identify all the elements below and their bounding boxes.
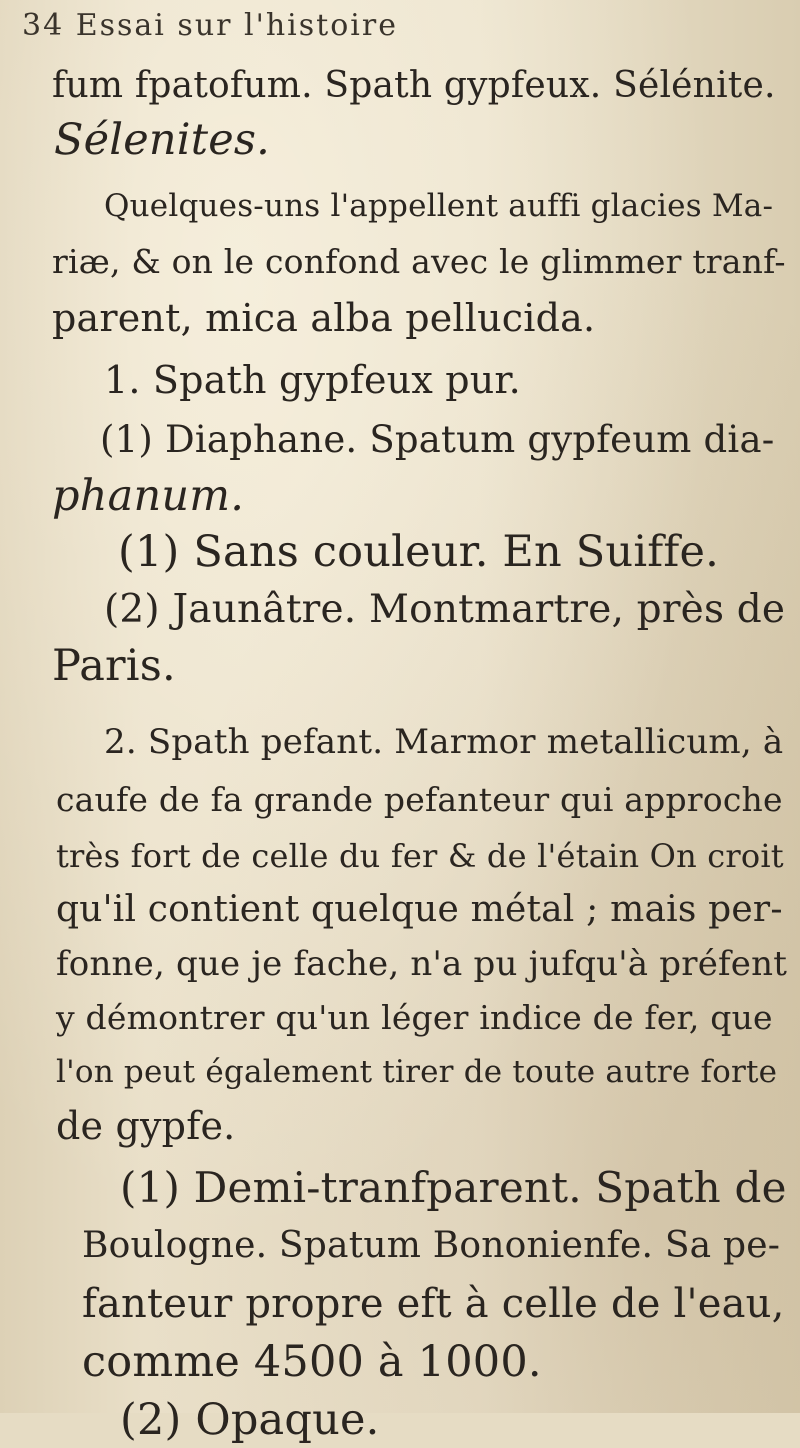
text-line: (1) Sans couleur. En Suiffe. (118, 527, 720, 577)
text-line: de gypfe. (56, 1104, 236, 1148)
text-line: y démontrer qu'un léger indice de fer, que (56, 998, 773, 1037)
text-line: (1) Diaphane. Spatum gypfeum dia- (100, 418, 775, 461)
text-line: 1. Spath gypfeux pur. (104, 358, 521, 402)
text-line: 2. Spath pefant. Marmor metallicum, à (104, 722, 784, 762)
running-head: 34 Essai sur l'histoire (22, 8, 398, 43)
text-line: (1) Demi-tranfparent. Spath de (120, 1163, 787, 1212)
text-line: (2) Jaunâtre. Montmartre, près de (104, 587, 786, 632)
text-line: caufe de fa grande pefanteur qui approche (56, 780, 783, 819)
text-line: l'on peut également tirer de toute autre forte (56, 1054, 778, 1090)
text-line: qu'il contient quelque métal ; mais per- (56, 889, 783, 930)
text-line: riæ, & on le confond avec le glimmer tranf- (52, 242, 786, 281)
text-line: très fort de celle du fer & de l'étain On croit (56, 837, 784, 875)
text-line: phanum. (52, 471, 245, 521)
text-line: Paris. (52, 641, 176, 691)
text-line: fanteur propre eft à celle de l'eau, (82, 1281, 785, 1327)
text-line: parent, mica alba pellucida. (52, 296, 596, 340)
text-line: (2) Opaque. (120, 1395, 380, 1445)
text-line: fonne, que je fache, n'a pu jufqu'à préfent (56, 944, 788, 984)
text-line: fum fpatofum. Spath gypfeux. Sélénite. (52, 65, 776, 106)
text-line: Boulogne. Spatum Bononienfe. Sa pe- (82, 1225, 781, 1266)
text-line: comme 4500 à 1000. (82, 1337, 542, 1387)
text-line: Sélenites. (54, 115, 271, 165)
text-line: Quelques-uns l'appellent auffi glacies Ma- (104, 188, 774, 224)
